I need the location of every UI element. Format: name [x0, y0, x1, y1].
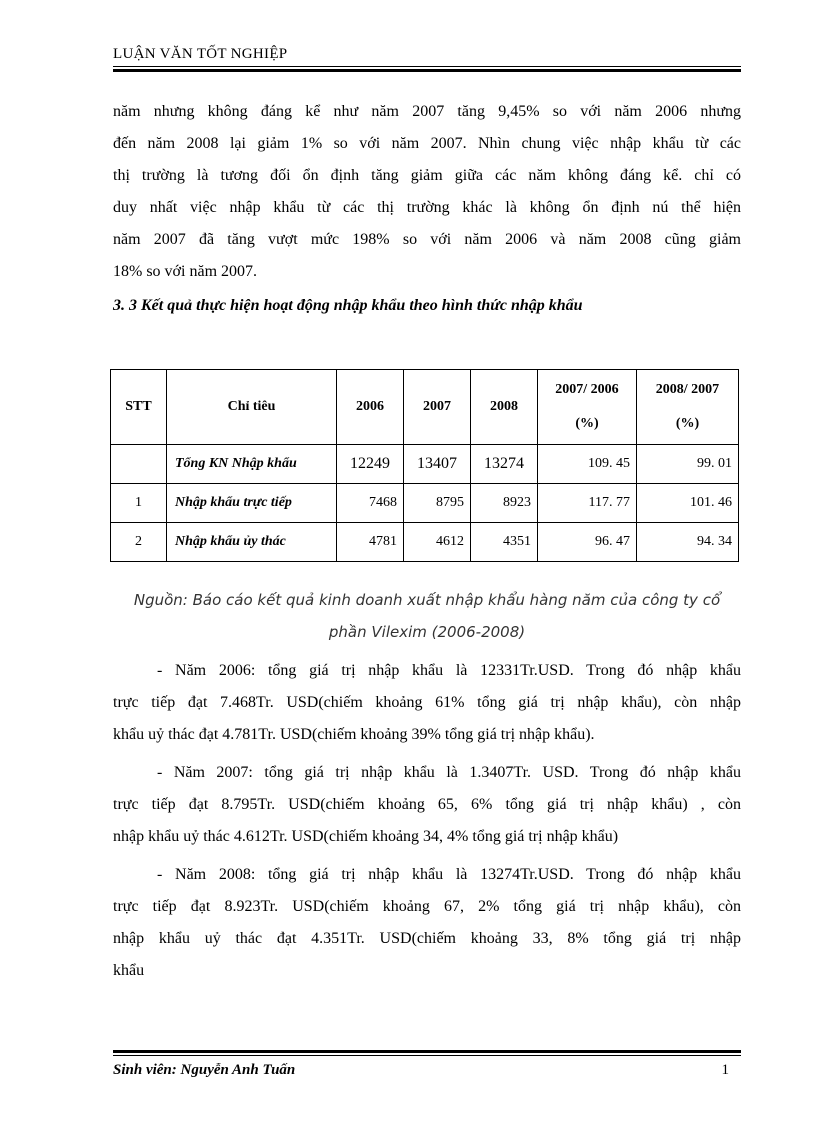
header-stt: STT [111, 370, 167, 445]
cell-ratio-2: 99. 01 [637, 445, 739, 484]
header-2008: 2008 [471, 370, 538, 445]
analysis-paragraphs [113, 655, 741, 993]
source-line: phần Vilexim (2006-2008) [328, 623, 526, 641]
text-line: khẩu uỷ thác đạt 4.781Tr. USD(chiếm khoảng 39% tổng giá trị nhập khẩu). [113, 726, 595, 743]
header-name: Chỉ tiêu [167, 370, 337, 445]
import-table [110, 369, 739, 562]
cell-2008: 8923 [471, 484, 538, 523]
header-ratio-2008-2007 [637, 370, 739, 445]
cell-stt: 1 [111, 484, 167, 523]
header-2007: 2007 [404, 370, 471, 445]
footer-line [113, 1062, 741, 1079]
cell-2007: 8795 [404, 484, 471, 523]
text-line: - Năm 2006: tổng giá trị nhập khẩu là 12331Tr.USD. Trong đó nhập khẩu [157, 662, 741, 679]
text-line: 18% so với năm 2007. [113, 263, 258, 280]
text-line: trực tiếp đạt 8.923Tr. USD(chiếm khoảng 67, 2% tổng giá trị nhập khẩu), còn [113, 898, 741, 915]
cell-ratio-1: 109. 45 [538, 445, 637, 484]
cell-name: Tổng KN Nhập khẩu [167, 445, 337, 484]
paragraph-2007 [113, 757, 741, 853]
paragraph-2006 [113, 655, 741, 751]
header-ratio-unit: (%) [675, 416, 700, 431]
cell-stt [111, 445, 167, 484]
table-row [111, 484, 739, 523]
cell-ratio-2: 94. 34 [637, 523, 739, 562]
text-line: nhập khẩu uỷ thác đạt 4.351Tr. USD(chiếm khoảng 33, 8% tổng giá trị nhập [113, 930, 741, 947]
cell-ratio-1: 117. 77 [538, 484, 637, 523]
text-line: năm nhưng không đáng kể như năm 2007 tăng 9,45% so với năm 2006 nhưng [113, 103, 741, 120]
text-line: duy nhất việc nhập khẩu từ các thị trường khác là không ổn định nú thể hiện [113, 199, 741, 216]
section-heading: 3. 3 Kết quả thực hiện hoạt động nhập khẩu theo hình thức nhập khẩu [113, 297, 583, 314]
footer-rule-thick [113, 1050, 741, 1053]
cell-ratio-2: 101. 46 [637, 484, 739, 523]
text-line: trực tiếp đạt 7.468Tr. USD(chiếm khoảng 61% tổng giá trị nhập khẩu), còn nhập [113, 694, 741, 711]
text-line: thị trường là tương đối ổn định tăng giảm giữa các năm không đáng kể. chỉ có [113, 167, 741, 184]
page-footer [113, 1050, 741, 1079]
table-header-row [111, 370, 739, 445]
cell-2006: 12249 [337, 445, 404, 484]
cell-2008: 13274 [471, 445, 538, 484]
text-line: khẩu [113, 962, 145, 979]
header-rule-thin [113, 66, 741, 67]
cell-2007: 4612 [404, 523, 471, 562]
page-header [113, 46, 741, 72]
cell-stt: 2 [111, 523, 167, 562]
cell-name: Nhập khẩu ủy thác [167, 523, 337, 562]
header-title: LUẬN VĂN TỐT NGHIỆP [113, 46, 288, 62]
cell-2007: 13407 [404, 445, 471, 484]
header-rule-thick [113, 69, 741, 72]
footer-author: Sinh viên: Nguyễn Anh Tuấn [113, 1062, 296, 1078]
table-source-note [113, 584, 741, 648]
cell-ratio-1: 96. 47 [538, 523, 637, 562]
cell-name: Nhập khẩu trực tiếp [167, 484, 337, 523]
header-ratio-label: 2007/ 2006 [555, 382, 619, 397]
text-line: đến năm 2008 lại giảm 1% so với năm 2007. Nhìn chung việc nhập khẩu từ các [113, 135, 741, 152]
page-number: 1 [721, 1062, 729, 1078]
text-line: - Năm 2008: tổng giá trị nhập khẩu là 13274Tr.USD. Trong đó nhập khẩu [157, 866, 741, 883]
text-line: trực tiếp đạt 8.795Tr. USD(chiếm khoảng 65, 6% tổng giá trị nhập khẩu) , còn [113, 796, 741, 813]
source-line: Nguồn: Báo cáo kết quả kinh doanh xuất nhập khẩu hàng năm của công ty cổ [133, 591, 721, 609]
paragraph-2008 [113, 859, 741, 987]
text-line: năm 2007 đã tăng vượt mức 198% so với năm 2006 và năm 2008 cũng giảm [113, 231, 741, 248]
header-ratio-unit: (%) [575, 416, 599, 431]
footer-rule-thin [113, 1055, 741, 1056]
header-2006: 2006 [337, 370, 404, 445]
cell-2006: 4781 [337, 523, 404, 562]
text-line: - Năm 2007: tổng giá trị nhập khẩu là 1.3407Tr. USD. Trong đó nhập khẩu [157, 764, 741, 781]
cell-2006: 7468 [337, 484, 404, 523]
header-ratio-label: 2008/ 2007 [655, 382, 720, 397]
intro-paragraph [113, 96, 741, 288]
cell-2008: 4351 [471, 523, 538, 562]
header-ratio-2007-2006 [538, 370, 637, 445]
table-row [111, 445, 739, 484]
table-row [111, 523, 739, 562]
text-line: nhập khẩu uỷ thác 4.612Tr. USD(chiếm khoảng 34, 4% tổng giá trị nhập khẩu) [113, 828, 619, 845]
